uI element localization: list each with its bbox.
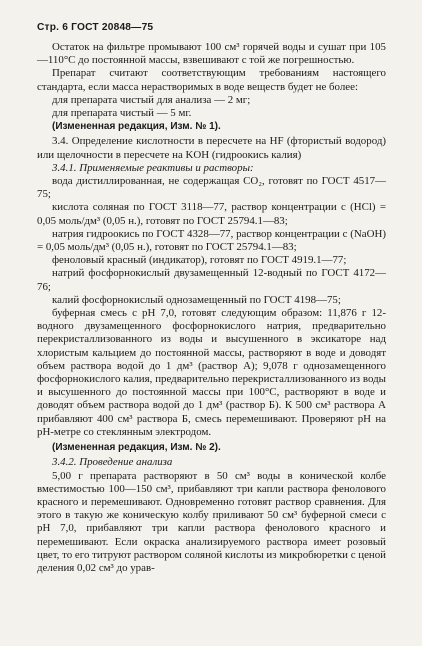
reagent-buffer: буферная смесь с рН 7,0, готовят следующим образом: 11,876 г 12-водного двузамещенного фосфорнокислого натрия, предварительно перекристаллизованного из воды и высушенного в эксикаторе над хлористым кальцием до постоянной массы, растворяют в воде и доводят объем раствора водой до 1 дм³ (раствор А); 9,078 г однозамещенного фосфорнокислого калия, предварительно перекристаллизованного из воды и высушенного до постоянной массы при 100°С, растворяют в воде и доводят объем раствора водой до 1 дм³ (раствор Б). К 500 см³ раствора А прибавляют 400 см³ раствора Б, смесь перемешивают. Проверяют рН на рН-метре со стеклянным электродом. bbox=[37, 307, 386, 438]
amendment-note-2: (Измененная редакция, Изм. № 2). bbox=[52, 442, 221, 454]
reagent-phenol-red: феноловый красный (индикатор), готовят по ГОСТ 4919.1—77; bbox=[52, 254, 347, 267]
page-header: Стр. 6 ГОСТ 20848—75 bbox=[37, 22, 154, 33]
paragraph-limit-pure: для препарата чистый — 5 мг. bbox=[52, 107, 192, 120]
reagent-water: вода дистиллированная, не содержащая CO₂, готовят по ГОСТ 4517—75; bbox=[37, 175, 386, 201]
reagent-sodium-hydroxide: натрия гидроокись по ГОСТ 4328—77, раствор концентрации с (NaOH) = 0,05 моль/дм³ (0,05 н.), готовят по ГОСТ 25794.1—83; bbox=[37, 227, 386, 254]
reagent-sodium-phosphate: натрий фосфорнокислый двузамещенный 12-водный по ГОСТ 4172—76; bbox=[37, 267, 386, 293]
reagent-hydrochloric-acid: кислота соляная по ГОСТ 3118—77, раствор концентрации с (HCl) = 0,05 моль/дм³ (0,05 н.), готовят по ГОСТ 25794.1—83; bbox=[37, 201, 386, 227]
section-3-4-2-heading: 3.4.2. Проведение анализа bbox=[52, 456, 173, 469]
amendment-note-1: (Измененная редакция, Изм. № 1). bbox=[52, 121, 221, 133]
paragraph-analysis-procedure: 5,00 г препарата растворяют в 50 см³ воды в конической колбе вместимостью 100—150 см³, прибавляют три капли раствора фенолового красного и перемешивают. Одновременно готовят раствор сравнения. Для этого в такую же коническую колбу приливают 50 см³ буферной смеси с рН 7,0, прибавляют три капли раствора фенолового красного и перемешивают. Если окраска анализируемого раствора имеет розовый цвет, то его титруют раствором соляной кислоты из микробюретки с ценой деления 0,02 см³ до урав- bbox=[37, 469, 387, 574]
paragraph-limit-analytical: для препарата чистый для анализа — 2 мг; bbox=[52, 93, 251, 106]
section-3-4-heading: 3.4. Определение кислотности в пересчете на HF (фтористый водород) или щелочности в пересчете на KOH (гидроокись калия) bbox=[37, 135, 386, 161]
reagent-potassium-phosphate: калий фосфорнокислый однозамещенный по ГОСТ 4198—75; bbox=[52, 293, 341, 306]
paragraph-residue: Остаток на фильтре промывают 100 см³ горячей воды и сушат при 105—110°С до постоянной массы, взвешивают с той же погрешностью. bbox=[37, 41, 386, 67]
section-3-4-1-heading: 3.4.1. Применяемые реактивы и растворы: bbox=[52, 161, 254, 174]
paragraph-requirements: Препарат считают соответствующим требованиям настоящего стандарта, если масса нерастворимых в воде веществ будет не более: bbox=[37, 67, 386, 93]
